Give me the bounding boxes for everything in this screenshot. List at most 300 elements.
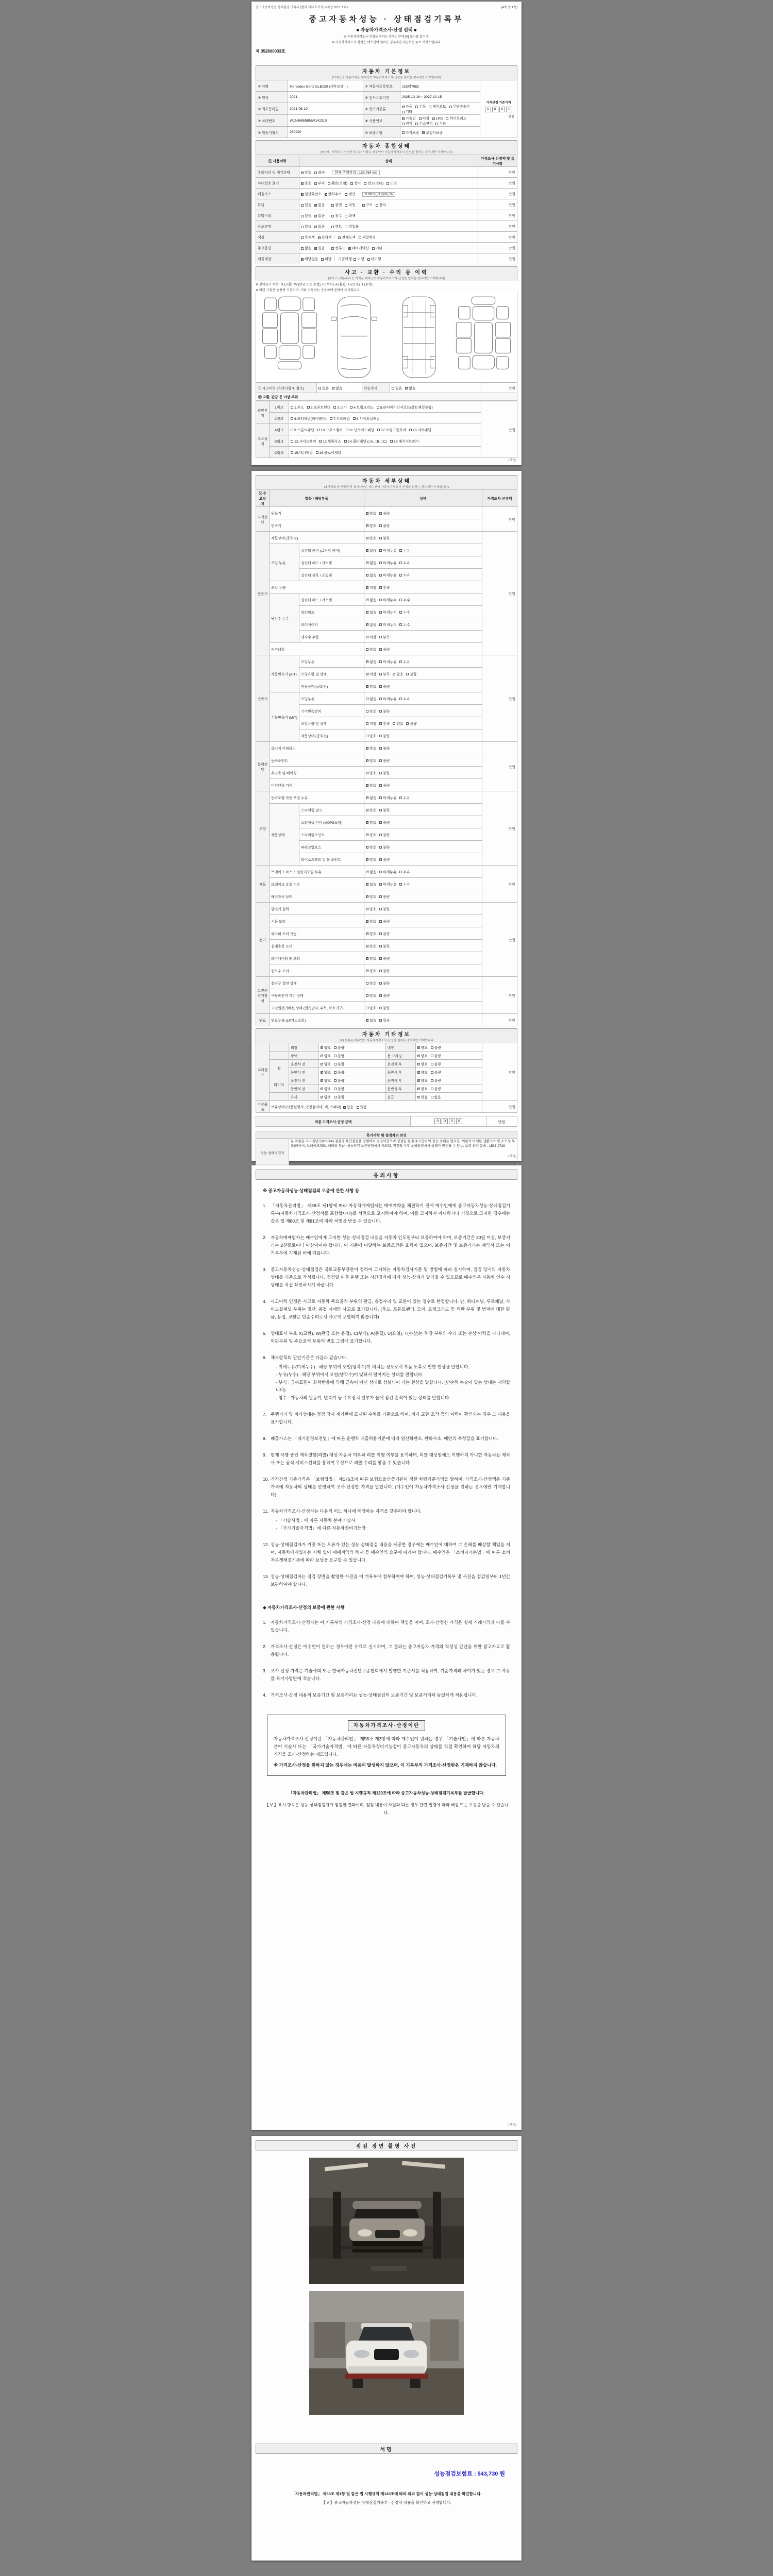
- checkbox: [379, 636, 382, 638]
- checkbox-option: ✓ 없음: [314, 204, 325, 207]
- basic-items-label: 기본품목: [256, 1101, 270, 1113]
- state-cell: [364, 606, 482, 618]
- checkbox: [366, 933, 368, 935]
- notice-item-text: 성능·상태점검자가 거짓 또는 오류가 있는 성능·상태점검 내용을 제공한 경우에는 매수인에 대하여 그 손해를 배상할 책임을 지며, 자동차매매업자는 지체 없이 매매계약의 해제 등 매수인의 요구에 따라야 합니다. 매수인은 「소비자기본법」에 따른 소비자분쟁해결기준에 따라 보상을 요구할 수 있습니다.: [271, 1542, 510, 1563]
- checkbox: [379, 933, 382, 935]
- checkbox-option: 불법: [331, 204, 342, 207]
- notice-body: [256, 1180, 517, 1817]
- state-cell: [364, 866, 482, 878]
- notice-item: [263, 1507, 510, 1532]
- state-cell: [364, 544, 482, 556]
- checkbox: [366, 698, 368, 700]
- checkbox: [291, 440, 293, 443]
- rank-label: 1랭크: [270, 401, 289, 413]
- checkbox: [362, 204, 365, 207]
- column-header: ⑭ 주요장치: [256, 490, 270, 507]
- checkbox-option: 불량: [379, 895, 390, 899]
- detail-row: [256, 655, 517, 668]
- device-item-label: 실린더 커버 (로커암 커버): [299, 544, 364, 556]
- checkbox-option: 전체도색: [338, 236, 355, 240]
- price-evaluation-definition-box: [267, 1715, 506, 1776]
- checkbox-option: 불량: [379, 821, 390, 825]
- detail-row: [256, 692, 517, 705]
- checkbox: [399, 871, 402, 873]
- rank-items: [289, 413, 481, 424]
- checkbox: [399, 611, 402, 614]
- accident-history-label: ⑫ 사고이력 (유의사항 4. 참조): [256, 383, 317, 393]
- checkbox-option: 불량: [431, 1071, 441, 1075]
- notice-item: [263, 1202, 510, 1225]
- state-cell: [299, 221, 478, 232]
- checkbox: [317, 429, 320, 431]
- continue-marker: (계속): [508, 459, 516, 462]
- definition-box-text: 자동차가격조사·산정이란 「자동차관리법」 제58조 제3항에 따라 매수인이 원하는 경우 「기술사법」에 따른 자동차 분야 기술사 또는 「국가기술자격법」에 따른 자동차정비기능장이 중고자동차의 상태를 직접 확인하여 해당 자동차의 가격을 조사·산정하는 제도입니다.: [274, 1736, 499, 1757]
- checkbox-option: 있음: [318, 387, 329, 391]
- checkbox: [399, 698, 402, 700]
- checkbox-option: 양호: [393, 722, 403, 726]
- checkbox-option: ✓ 없음: [366, 883, 376, 887]
- final-price-label: 최종 가격조사·산정 금액: [256, 1116, 411, 1127]
- device-item-label: 원동기: [270, 507, 364, 519]
- checkbox-option: ✓ 양호: [366, 524, 376, 528]
- checkbox: [359, 236, 361, 239]
- notice-item-number: 1.: [263, 1620, 267, 1625]
- accident-history-state: [317, 383, 362, 393]
- checkbox-option: 구조: [362, 204, 373, 207]
- field-label: ④ 검사유효기간: [363, 92, 400, 103]
- basic-items-state: 보유상태 (사용설명서, 안전삼각대, 잭, 스패너) ✓있음 없음: [270, 1101, 482, 1113]
- checkbox-option: 누유: [399, 796, 410, 800]
- field-label: ⑨ 원동기형식: [256, 127, 288, 138]
- checkbox-option: 불량: [379, 1007, 390, 1010]
- state-cell: [364, 816, 482, 828]
- checkbox-option: 불량: [431, 1088, 441, 1091]
- checkbox-option: 누유: [399, 660, 410, 664]
- checkbox: [366, 599, 368, 601]
- other-info-row: [256, 1093, 517, 1101]
- checkbox-option: ✓ 양호: [366, 537, 376, 540]
- checkbox: [379, 796, 382, 799]
- checkbox: [379, 759, 382, 762]
- device-group-label: 변속기: [256, 655, 270, 742]
- checkbox: [325, 193, 327, 196]
- section-detail-state: [256, 475, 517, 1026]
- checkbox-option: 양호: [366, 710, 376, 714]
- checkbox-option: 7.루프패널: [330, 417, 350, 421]
- comp-row: [256, 232, 517, 243]
- state-cell: [299, 199, 478, 210]
- device-group-label: 동력전달: [256, 742, 270, 791]
- checkbox-option: 자가보증: [402, 131, 419, 135]
- detail-row: [256, 643, 517, 655]
- checkbox: [379, 574, 382, 577]
- checkbox: [350, 406, 352, 409]
- checkbox-option: ✓ 있음: [314, 247, 325, 250]
- checkbox-option: 18.리어패널: [409, 429, 431, 432]
- checkbox-option: 13.휠하우스: [319, 440, 341, 444]
- checkbox: [376, 204, 378, 207]
- device-item-label: 실내송풍 모터: [270, 940, 364, 952]
- section-title: 자동차 기본정보: [362, 69, 411, 75]
- checkbox: [379, 524, 382, 527]
- price-digit-box: 0: [485, 107, 491, 112]
- notice-item-number: 12.: [263, 1542, 269, 1547]
- checkbox: [334, 1096, 337, 1098]
- checkbox: [331, 215, 334, 217]
- rank-items: [289, 435, 481, 447]
- checkbox: [333, 406, 336, 409]
- state-cell: [415, 1093, 482, 1101]
- state-cell: [364, 532, 482, 544]
- notice-item-number: 9.: [263, 1452, 267, 1458]
- notice-item: [263, 1435, 510, 1443]
- checkbox-option: 훼손(오염): [328, 182, 347, 185]
- checkbox-option: ✓ 양호: [366, 747, 376, 751]
- checkbox-option: ✓가솔린: [402, 117, 416, 121]
- section-note: (※) 항목은 매수인이 자동차가격조사·산정을 원하는 경우에만 기재합니다: [339, 1039, 434, 1042]
- other-info-row: [256, 1060, 517, 1068]
- car-underbody-diagram: [389, 295, 449, 380]
- price-digit-box: 0: [449, 1118, 455, 1124]
- checkbox: [377, 429, 380, 431]
- section-note: (※상태, 가격조사·산정액 및 특기사항은 매수인이 자동차가격조사·산정을 원하는 경우에만 기재합니다): [320, 151, 453, 154]
- checkbox-option: ✓ 양호: [417, 1063, 428, 1066]
- notice-item-number: 6.: [263, 1355, 267, 1360]
- notice-item: [263, 1476, 510, 1499]
- section-title: 사고 · 교환 · 수리 등 이력: [345, 270, 428, 276]
- price-cell: 만원: [482, 903, 517, 977]
- checkbox-option: 미세누유: [379, 574, 396, 578]
- device-item-label: 실린더 헤드 / 가스켓: [299, 594, 364, 606]
- checkbox: [366, 821, 368, 824]
- panel-rank-row: [256, 424, 517, 435]
- continue-marker: (계속): [508, 2124, 516, 2127]
- checkbox: [405, 387, 408, 389]
- device-item-label: 스티어링 펌프: [299, 804, 364, 816]
- state-cell: [364, 927, 482, 940]
- state-cell: [364, 915, 482, 927]
- price-cell: 만원: [482, 791, 517, 866]
- device-group-label: 제동: [256, 866, 270, 903]
- checkbox: [379, 673, 382, 675]
- device-item-label: 시동 모터: [270, 915, 364, 927]
- device-group-label: 고전원전기장치: [256, 977, 270, 1014]
- checkbox-option: 불량: [379, 648, 390, 652]
- checkbox-option: 불량: [334, 1088, 344, 1091]
- device-item-label: 동력조향 작동 오일 누유: [270, 791, 364, 804]
- checkbox-option: 불량: [379, 685, 390, 689]
- checkbox-option: 불량: [431, 1046, 441, 1050]
- checkbox: [291, 429, 293, 431]
- checkbox: [366, 747, 368, 750]
- checkbox: [307, 406, 310, 409]
- basic-info-row: [256, 80, 517, 92]
- price-cell: 만원: [481, 383, 517, 393]
- checkbox-option: 양호: [366, 994, 376, 998]
- checkbox-option: 무채색: [301, 236, 315, 240]
- page-2: [251, 471, 522, 1161]
- checkbox: [393, 673, 395, 675]
- device-item-label: 냉각수 수량: [299, 631, 364, 643]
- device-item-label: 워터펌프: [299, 606, 364, 618]
- notice-item-number: 10.: [263, 1477, 269, 1482]
- state-cell: [364, 952, 482, 964]
- state-cell: [299, 178, 478, 189]
- inspection-insurance-line: [256, 2469, 505, 2478]
- device-item-label: 라디에이터 팬 모터: [270, 952, 364, 964]
- state-cell: [299, 189, 478, 199]
- notice-bullet: - 부식 : 금속표면이 화학반응에 의해 금속이 아닌 상태로 상실되어 가는 현상을 말합니다. (단순히 녹슬어 있는 상태는 제외합니다): [276, 1380, 510, 1393]
- comp-row: [256, 189, 517, 199]
- checkbox-option: ✓ 양호: [321, 1071, 331, 1075]
- checkbox-option: 부족: [379, 636, 390, 639]
- state-cell: [364, 828, 482, 841]
- state-cell: [319, 1052, 386, 1060]
- checkbox: [422, 131, 425, 134]
- state-cell: [364, 631, 482, 643]
- field-value: 102러7982: [400, 80, 480, 92]
- state-cell: [364, 618, 482, 631]
- rank-label: B랭크: [270, 435, 289, 447]
- checkbox-option: 수소전기: [415, 122, 432, 126]
- checkbox-option: ✓ 유채색: [318, 236, 332, 240]
- column-header: 항목 / 해당부품: [270, 490, 364, 507]
- definition-box-title: 자동차가격조사·산정이란: [348, 1720, 425, 1731]
- section-accident-history: [256, 266, 517, 458]
- checkbox-option: ✓ 양호: [321, 1055, 331, 1058]
- car-diagram-row: [256, 292, 517, 382]
- state-cell: [364, 977, 482, 989]
- price-cell: 만원: [478, 178, 517, 189]
- checkbox-option: 없음: [431, 1096, 441, 1099]
- checkbox: [406, 722, 409, 725]
- checkbox-option: 있음: [301, 204, 311, 207]
- notice-item-text: 중고자동차성능·상태점검은 국토교통부장관이 정하여 고시하는 자동차검사기준 및 방법에 따라 실시하며, 점검 당시의 자동차 상태를 기준으로 작성됩니다. 점검일 이후 운행 또는 시간경과에 따라 성능·상태가 달라질 수 있으므로 매수인은 자동차 인수 시 상태를 직접 확인하시기 바랍니다.: [271, 1267, 510, 1287]
- checkbox-option: 3.도어: [333, 406, 347, 410]
- detail-row: [256, 779, 517, 791]
- checkbox-option: ✓ 양호: [366, 809, 376, 812]
- final-price-digits: [411, 1116, 486, 1127]
- checkbox: [379, 698, 382, 700]
- detail-row: [256, 977, 517, 989]
- item-lead-label: 휠: [270, 1060, 289, 1076]
- section-title: 서명: [380, 2447, 393, 2453]
- checkbox: [379, 920, 382, 923]
- checkbox: [366, 562, 368, 564]
- state-cell: [364, 841, 482, 853]
- checkbox: [379, 549, 382, 552]
- price-digit-box: 0: [442, 1118, 448, 1124]
- checkbox: [366, 549, 368, 552]
- checkbox-option: 없음: [366, 698, 376, 701]
- checkbox-option: ✓ 양호: [417, 1071, 428, 1075]
- detail-state-table: [256, 489, 517, 1026]
- checkbox-option: 5.라디에이터서포트(볼트체결부품): [377, 406, 433, 410]
- device-item-label: 변속기: [270, 519, 364, 532]
- checkbox-option: 미세누유: [379, 883, 396, 887]
- checkbox-option: 불량: [379, 809, 390, 812]
- checkbox: [366, 673, 368, 675]
- notice-item-number: 2.: [263, 1644, 267, 1649]
- state-cell: [364, 878, 482, 890]
- checkbox: [321, 1088, 323, 1090]
- checkbox-option: 불량: [431, 1063, 441, 1066]
- checkbox: [314, 172, 317, 174]
- device-sub-label: 수동변속기 (M/T): [270, 692, 299, 742]
- simple-repair-state: [390, 383, 481, 393]
- checkbox-option: 양호: [366, 1007, 376, 1010]
- usage-history-label: 색상: [256, 232, 299, 243]
- notice-item-number: 1.: [263, 1203, 267, 1208]
- notice-item-number: 7.: [263, 1412, 267, 1417]
- checkbox-option: 변조(변타): [364, 182, 383, 185]
- field-label: ② 자동차등록번호: [363, 80, 400, 92]
- checkbox-option: 미세누수: [379, 623, 396, 627]
- state-cell: [364, 730, 482, 742]
- checkbox: [379, 747, 382, 750]
- price-cell: 만원: [482, 532, 517, 655]
- checkbox-option: ✓있음: [343, 1106, 354, 1109]
- notice-item-text: 자동차가격조사·산정자는 다음의 어느 하나에 해당하는 자격을 갖추어야 합니다.: [271, 1509, 422, 1514]
- checkbox: [301, 182, 304, 185]
- checkbox-option: 11.인사이드패널: [346, 429, 374, 432]
- checkbox-option: 침수: [331, 214, 342, 218]
- notice-item: [263, 1298, 510, 1321]
- notice-item: [263, 1619, 510, 1634]
- usage-history-label: 튜닝: [256, 199, 299, 210]
- state-extra-label: 리콜이행: [338, 258, 352, 261]
- checkbox-option: ✓ 없음: [366, 871, 376, 874]
- checkbox: [415, 106, 418, 108]
- checkbox: [432, 117, 435, 120]
- checkbox: [332, 387, 334, 389]
- checkbox: [379, 846, 382, 849]
- detail-row: [256, 519, 517, 532]
- checkbox: [431, 1079, 433, 1082]
- checkbox: [399, 660, 402, 663]
- price-digit-box: 0: [492, 107, 498, 112]
- checkbox: [379, 834, 382, 836]
- state-cell: [415, 1068, 482, 1076]
- car-top-view-diagram: [324, 295, 384, 380]
- checkbox: [367, 258, 370, 261]
- checkbox-option: 불량: [379, 994, 390, 998]
- checkbox: [431, 1055, 433, 1057]
- checkbox-option: ✓ 양호: [366, 685, 376, 689]
- notice-item-number: 3.: [263, 1668, 267, 1673]
- section-header-notices: [256, 1170, 517, 1180]
- field-value: [400, 127, 480, 138]
- checkbox-option: 누유: [399, 871, 410, 874]
- notice-item-number: 5.: [263, 1331, 267, 1336]
- valuation-notice-items: [263, 1619, 510, 1699]
- checkbox: [354, 258, 356, 261]
- notice-footer-1: 「자동차관리법」 제58조 및 같은 법 시행규칙 제120조에 따라 중고자동차성능·상태점검기록부를 발급합니다.: [289, 1791, 484, 1795]
- state-cell: [319, 1093, 386, 1101]
- price-digit-box: 0: [506, 107, 512, 112]
- checkbox-option: 수동: [415, 105, 426, 109]
- checkbox: [399, 562, 402, 564]
- device-item-label: 브레이크 마스터 실린더오일 누유: [270, 866, 364, 878]
- checkbox: [314, 204, 317, 207]
- section-header-basic-info: [256, 65, 517, 80]
- state-cell: [364, 655, 482, 668]
- checkbox: [402, 131, 405, 134]
- checkbox: [419, 117, 422, 120]
- checkbox-option: ✓ 양호: [417, 1046, 428, 1050]
- checkbox-option: ✓ 없음: [366, 1019, 376, 1023]
- checkbox-option: 불량: [334, 1055, 344, 1058]
- checkbox: [417, 1063, 420, 1065]
- basic-info-row: [256, 127, 517, 138]
- checkbox: [417, 1088, 420, 1090]
- checkbox-option: ✓ 없음: [366, 660, 376, 664]
- item-label: 광택: [289, 1052, 319, 1060]
- state-cell: [364, 964, 482, 977]
- checkbox-option: 16.플로어패널: [316, 451, 341, 455]
- notice-items: [263, 1202, 510, 1588]
- checkbox-option: 불량: [379, 920, 390, 924]
- checkbox-option: ✓ 없음: [366, 599, 376, 602]
- valuation-notice-title: ◆ 자동차가격조사·산정의 보증에 관한 사항: [263, 1605, 345, 1610]
- checkbox-option: 부족: [379, 586, 390, 590]
- detail-row: [256, 903, 517, 915]
- checkbox: [366, 524, 368, 527]
- checkbox-option: 불량: [379, 834, 390, 837]
- checkbox-option: 8.사이드실패널: [353, 417, 380, 421]
- inspection-photo-2: [309, 2291, 464, 2415]
- final-price-unit: 만원: [486, 1116, 517, 1127]
- checkbox-option: 누수: [399, 611, 410, 615]
- state-cell: [319, 1043, 386, 1052]
- checkbox: [379, 512, 382, 515]
- checkbox-option: ✓ 없음: [405, 387, 415, 391]
- detail-row: [256, 791, 517, 804]
- other-info-row: [256, 1052, 517, 1060]
- accident-history-row: [256, 383, 517, 393]
- device-group-label: 조향: [256, 791, 270, 866]
- checkbox: [366, 846, 368, 849]
- field-label: ⑩ 보증유형: [363, 127, 400, 138]
- checkbox: [318, 236, 321, 239]
- checkbox: [379, 784, 382, 787]
- notice-item-text: 체크항목의 판단기준은 다음과 같습니다.: [271, 1355, 348, 1360]
- checkbox: [291, 406, 293, 409]
- device-item-label: 발전기 출력: [270, 903, 364, 915]
- checkbox: [291, 451, 293, 454]
- notice-item: [263, 1643, 510, 1658]
- checkbox-option: 불량: [334, 1046, 344, 1050]
- checkbox: [301, 258, 304, 261]
- checkbox: [366, 772, 368, 774]
- checkbox-option: 누유: [399, 698, 410, 701]
- checkbox: [402, 111, 405, 113]
- column-header: 가격조사·산정액: [482, 490, 517, 507]
- checkbox-option: 불량: [431, 1079, 441, 1083]
- checkbox: [366, 883, 368, 886]
- notice-item: [263, 1411, 510, 1426]
- checkbox: [431, 1088, 433, 1090]
- notice-bullet: - 누유(누수) : 해당 부위에서 오일(냉각수)이 맺혀서 떨어지는 상태를 말합니다.: [276, 1372, 424, 1377]
- checkbox: [366, 710, 368, 713]
- checkbox-option: 미세누수: [379, 611, 396, 615]
- usage-history-label: 주요옵션: [256, 243, 299, 253]
- item-label: 동반석 후: [385, 1084, 415, 1093]
- device-item-label: 기어변속장치: [299, 705, 364, 717]
- item-label: 운전석 후: [385, 1060, 415, 1068]
- checkbox-option: ✓ 양호: [301, 171, 311, 175]
- checkbox-option: ✓ 양호: [366, 821, 376, 825]
